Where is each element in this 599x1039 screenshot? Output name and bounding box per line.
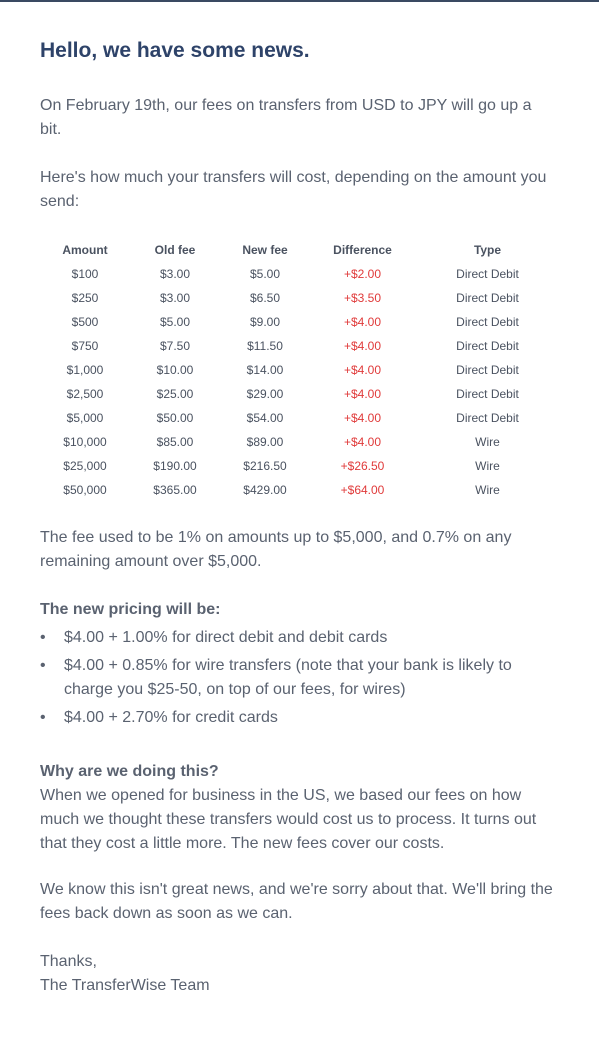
cell-old-fee: $25.00 (156, 387, 194, 401)
table-intro-paragraph: Here's how much your transfers will cost, depending on the amount you send: (40, 169, 547, 210)
cell-amount: $25,000 (63, 459, 107, 473)
why-heading: Why are we doing this? (40, 763, 219, 780)
cell-difference: +$4.00 (343, 411, 382, 425)
cell-new-fee: $11.50 (247, 339, 283, 353)
intro-paragraph: On February 19th, our fees on transfers from USD to JPY will go up a bit. (40, 97, 532, 138)
table-row (40, 286, 560, 310)
cell-type: Direct Debit (456, 363, 519, 377)
cell-old-fee: $190.00 (153, 459, 197, 473)
cell-old-fee: $5.00 (159, 315, 191, 329)
table-header-row (40, 238, 560, 262)
bullet-icon: • (40, 657, 46, 674)
top-divider (0, 0, 599, 2)
cell-old-fee: $365.00 (153, 483, 197, 497)
header-type: Type (473, 243, 502, 257)
pricing-item-text: $4.00 + 2.70% for credit cards (64, 709, 278, 726)
cell-new-fee: $5.00 (249, 267, 281, 281)
cell-amount: $500 (71, 315, 99, 329)
cell-difference: +$4.00 (343, 387, 382, 401)
cell-new-fee: $6.50 (249, 291, 281, 305)
bullet-icon: • (40, 709, 46, 726)
list-item (40, 706, 555, 730)
cell-amount: $10,000 (63, 435, 107, 449)
cell-new-fee: $429.00 (243, 483, 287, 497)
table-row (40, 430, 560, 454)
table-row (40, 454, 560, 478)
table-row (40, 382, 560, 406)
cell-difference: +$2.00 (343, 267, 382, 281)
header-new-fee: New fee (242, 243, 288, 257)
old-fee-note: The fee used to be 1% on amounts up to $5,000, and 0.7% on any remaining amount over $5,000. (40, 529, 512, 570)
cell-new-fee: $9.00 (249, 315, 281, 329)
cell-difference: +$4.00 (343, 363, 382, 377)
apology-paragraph: We know this isn't great news, and we're sorry about that. We'll bring the fees back down as soon as we can. (40, 881, 553, 922)
cell-amount: $250 (71, 291, 99, 305)
signature: The TransferWise Team (40, 977, 210, 994)
cell-type: Wire (475, 483, 500, 497)
list-item (40, 654, 555, 702)
cell-type: Direct Debit (456, 411, 519, 425)
cell-amount: $1,000 (66, 363, 104, 377)
cell-difference: +$4.00 (343, 315, 382, 329)
cell-old-fee: $50.00 (156, 411, 194, 425)
cell-amount: $2,500 (66, 387, 104, 401)
headline: Hello, we have some news. (40, 39, 310, 62)
cell-difference: +$64.00 (340, 483, 385, 497)
cell-old-fee: $10.00 (156, 363, 194, 377)
cell-type: Direct Debit (456, 291, 519, 305)
header-difference: Difference (333, 243, 392, 257)
cell-type: Direct Debit (456, 267, 519, 281)
cell-new-fee: $14.00 (246, 363, 284, 377)
pricing-heading: The new pricing will be: (40, 601, 221, 618)
cell-difference: +$3.50 (343, 291, 382, 305)
header-old-fee: Old fee (154, 243, 196, 257)
pricing-list (40, 626, 555, 734)
cell-amount: $5,000 (66, 411, 104, 425)
cell-difference: +$4.00 (343, 339, 382, 353)
table-row (40, 406, 560, 430)
cell-old-fee: $85.00 (156, 435, 194, 449)
fees-table (40, 238, 560, 502)
cell-difference: +$26.50 (340, 459, 385, 473)
cell-new-fee: $89.00 (246, 435, 284, 449)
cell-type: Direct Debit (456, 387, 519, 401)
table-row (40, 262, 560, 286)
why-paragraph: When we opened for business in the US, we based our fees on how much we thought these transfers would cost us to process. It turns out that they cost a little more. The new fees cover our costs. (40, 787, 537, 852)
cell-old-fee: $7.50 (159, 339, 191, 353)
table-row (40, 478, 560, 502)
table-row (40, 358, 560, 382)
pricing-item-text: $4.00 + 1.00% for direct debit and debit cards (64, 629, 388, 646)
bullet-icon: • (40, 629, 46, 646)
cell-old-fee: $3.00 (159, 291, 191, 305)
table-row (40, 334, 560, 358)
cell-new-fee: $29.00 (246, 387, 284, 401)
cell-amount: $100 (71, 267, 99, 281)
cell-type: Wire (475, 459, 500, 473)
cell-type: Direct Debit (456, 315, 519, 329)
cell-type: Direct Debit (456, 339, 519, 353)
cell-new-fee: $54.00 (246, 411, 284, 425)
list-item (40, 626, 555, 650)
signoff: Thanks, (40, 953, 97, 970)
cell-difference: +$4.00 (343, 435, 382, 449)
cell-old-fee: $3.00 (159, 267, 191, 281)
cell-amount: $50,000 (63, 483, 107, 497)
cell-type: Wire (475, 435, 500, 449)
pricing-item-text: $4.00 + 0.85% for wire transfers (note that your bank is likely to charge you $25-50, on top of our fees, for wires) (64, 657, 512, 698)
header-amount: Amount (62, 243, 108, 257)
cell-amount: $750 (71, 339, 99, 353)
table-row (40, 310, 560, 334)
cell-new-fee: $216.50 (243, 459, 287, 473)
